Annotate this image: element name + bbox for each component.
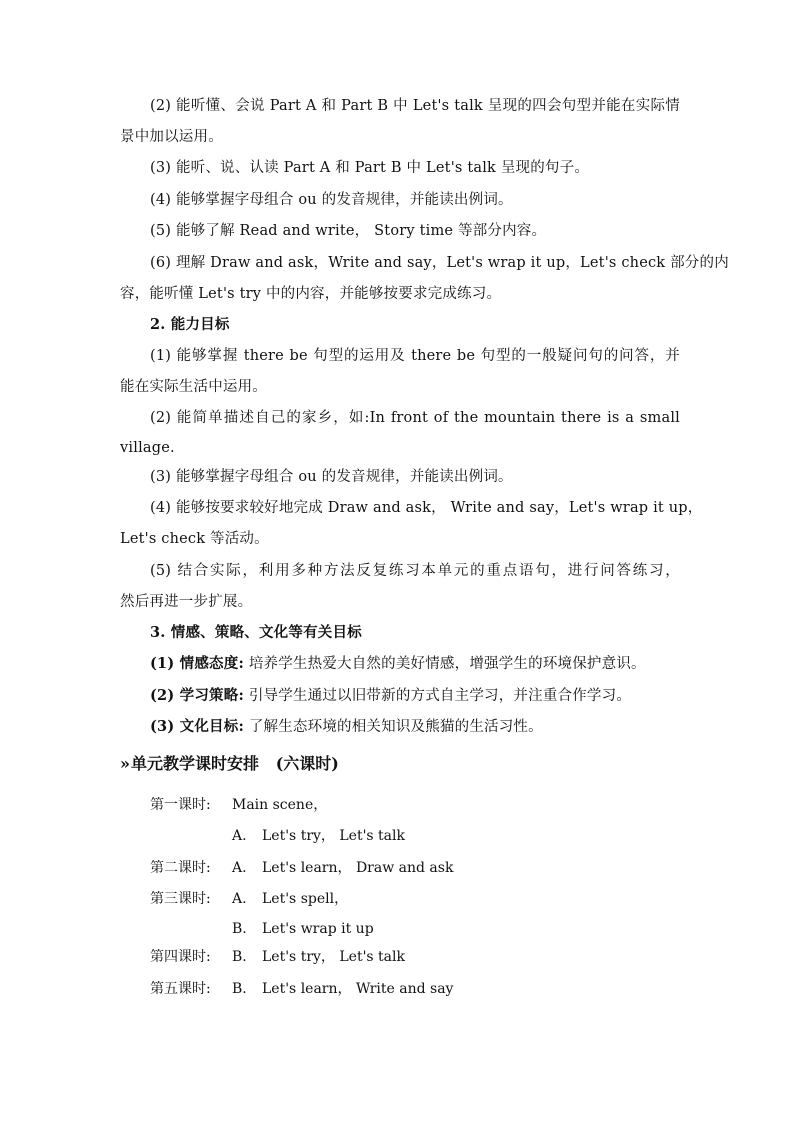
- ability-item-3: (3) 能够掌握字母组合 ou 的发音规律，并能读出例词。: [150, 469, 513, 485]
- emotion-item-3-label: (3) 文化目标:: [150, 718, 245, 735]
- ability-item-2-line-1: (2) 能简单描述自己的家乡，如:In front of the mountain there is a small: [150, 410, 680, 426]
- ability-item-5-line-2: 然后再进一步扩展。: [120, 594, 253, 610]
- schedule-row-code: B.: [232, 921, 247, 937]
- schedule-title: 单元教学课时安排: [131, 754, 260, 773]
- knowledge-item-5: (5) 能够了解 Read and write， Story time 等部分内容。: [150, 223, 547, 239]
- schedule-row: [232, 826, 405, 846]
- schedule-row: [150, 947, 405, 967]
- schedule-row-text: Main scene，: [232, 797, 328, 813]
- schedule-row-label: 第二课时:: [150, 860, 211, 876]
- emotion-item-2: [150, 686, 680, 706]
- schedule-row-text: Let's learn， Draw and ask: [262, 860, 454, 876]
- schedule-row-label: 第五课时:: [150, 981, 211, 997]
- emotion-item-2-text: 引导学生通过以旧带新的方式自主学习，并注重合作学习。: [244, 688, 632, 704]
- schedule-row-label: 第一课时:: [150, 797, 211, 813]
- schedule-row-label: 第四课时:: [150, 949, 211, 965]
- emotion-item-3-text: 了解生态环境的相关知识及熊猫的生活习性。: [244, 719, 543, 735]
- ability-item-1-line-1: (1) 能够掌握 there be 句型的运用及 there be 句型的一般疑问句的问答，并: [150, 348, 680, 364]
- emotion-item-1-label: (1) 情感态度:: [150, 655, 245, 672]
- schedule-subtitle: (六课时): [275, 754, 339, 773]
- emotion-item-1-text: 培养学生热爱大自然的美好情感，增强学生的环境保护意识。: [244, 656, 646, 672]
- ability-item-2-line-2: village.: [120, 440, 175, 456]
- ability-item-4-line-1: (4) 能够按要求较好地完成 Draw and ask， Write and say，Let's wrap it up，: [150, 500, 703, 516]
- knowledge-item-2-line-1: (2) 能听懂、会说 Part A 和 Part B 中 Let's talk 呈现的四会句型并能在实际情: [150, 98, 680, 114]
- schedule-row-code: A.: [232, 860, 247, 876]
- schedule-row-label: 第三课时:: [150, 891, 211, 907]
- knowledge-item-2-line-2: 景中加以运用。: [120, 129, 223, 145]
- schedule-row-code: B.: [232, 981, 247, 997]
- schedule-section-title: [120, 752, 339, 776]
- schedule-row-text: Let's spell，: [262, 891, 349, 907]
- schedule-row-text: Let's try， Let's talk: [262, 949, 405, 965]
- ability-item-5-line-1: (5) 结合实际，利用多种方法反复练习本单元的重点语句，进行问答练习，: [150, 563, 680, 579]
- schedule-row-text: Let's wrap it up: [262, 921, 374, 937]
- knowledge-item-4: (4) 能够掌握字母组合 ou 的发音规律，并能读出例词。: [150, 192, 513, 208]
- ability-item-4-line-2: Let's check 等活动。: [120, 531, 269, 547]
- emotion-item-2-label: (2) 学习策略:: [150, 687, 245, 704]
- emotion-item-3: [150, 717, 680, 737]
- schedule-row: [232, 919, 374, 939]
- ability-item-1-line-2: 能在实际生活中运用。: [120, 379, 267, 395]
- schedule-row-text: Let's learn， Write and say: [262, 981, 454, 997]
- emotion-item-1: [150, 654, 680, 674]
- schedule-row: [150, 889, 348, 909]
- schedule-row: [150, 795, 327, 815]
- schedule-row-code: B.: [232, 949, 247, 965]
- schedule-row-code: A.: [232, 828, 247, 844]
- schedule-row-code: A.: [232, 891, 247, 907]
- schedule-row-text: Let's try， Let's talk: [262, 828, 405, 844]
- ability-heading: 2. 能力目标: [150, 316, 230, 333]
- schedule-row: [150, 979, 453, 999]
- knowledge-item-3: (3) 能听、说、认读 Part A 和 Part B 中 Let's talk 呈现的句子。: [150, 160, 590, 176]
- emotion-heading: 3. 情感、策略、文化等有关目标: [150, 624, 362, 641]
- double-chevron-icon: »: [120, 754, 127, 773]
- schedule-row: [150, 858, 453, 878]
- knowledge-item-6-line-2: 容，能听懂 Let's try 中的内容，并能够按要求完成练习。: [120, 286, 502, 302]
- knowledge-item-6-line-1: (6) 理解 Draw and ask，Write and say，Let's wrap it up，Let's check 部分的内: [150, 255, 729, 271]
